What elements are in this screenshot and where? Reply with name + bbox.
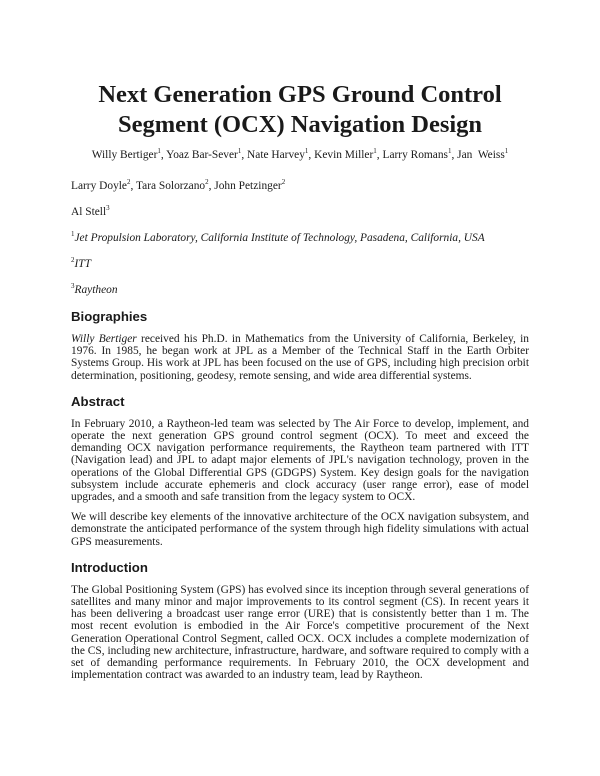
author: John Petzinger$^2$: [214, 178, 286, 192]
authors-line-2: [71, 179, 529, 193]
title-line-1: Next Generation GPS Ground Control: [98, 81, 502, 108]
biography-paragraph: Willy Bertiger received his Ph.D. in Mathematics from the University of California, Berkeley, in 1976. In 1985, he began work at JPL as a Member of the Technical Staff in the Earth Orbiter Systems Group. His work at JPL has been focused on the use of GPS, including high precision orbit determination, positioning, geodesy, remote sensing, and wide area differential systems.: [71, 333, 529, 382]
section-heading-biographies: Biographies: [71, 309, 148, 324]
title-line-2: Segment (OCX) Navigation Design: [117, 111, 483, 138]
introduction-paragraph-1: The Global Positioning System (GPS) has evolved since its inception through several generations of satellites and many minor and major improvements to its control segment (CS). In recent years it has been delivering a broadcast user range error (URE) that is consistently better than 1 m. The most recent evolution is embodied in the Air Force's competitive procurement of the Next Generation Operational Control Segment, called OCX. OCX includes a complete modernization of the CS, including new architecture, infrastructure, hardware, and software required to comply with a set of demanding performance requirements. In February 2010, the OCX development and implementation contract was awarded to an industry team, lead by Raytheon.: [71, 583, 529, 682]
author: Tara Solorzano$^2$,: [135, 178, 215, 192]
affiliation: $^3$Raytheon: [71, 282, 118, 296]
author: Kevin Miller$^1$,: [314, 147, 383, 161]
section-heading-introduction: Introduction: [71, 559, 148, 575]
bio-author-name: Willy Bertiger: [71, 333, 137, 345]
author: Yoaz Bar-Sever$^1$,: [166, 147, 248, 161]
affiliation: $^1$Jet Propulsion Laboratory, California Institute of Technology, Pasadena, California, USA: [71, 230, 485, 244]
author: Willy Bertiger$^1$,: [91, 147, 167, 161]
authors-line-3: [71, 205, 529, 219]
abstract-paragraph-1: In February 2010, a Raytheon-led team was selected by The Air Force to develop, implement, and operate the next generation GPS ground control segment (OCX). To meet and exceed the demanding OCX navigation performance requirements, the Raytheon team partnered with ITT (Navigation lead) and JPL to adapt major elements of JPL's navigation technology, proven in the operations of the Global Differential GPS (GDGPS) System. Key design goals for the navigation subsystem include accurate ephemeris and clock accuracy (user range error), ease of model upgrades, and a smooth and safe transition from the legacy system to OCX.: [71, 417, 529, 504]
affiliation: $^2$ITT: [71, 256, 91, 270]
author: Jan Weiss$^1$: [457, 147, 509, 161]
author: Al Stell$^3$: [71, 204, 110, 218]
paper-title: [71, 0, 529, 140]
authors-line-1: [71, 148, 529, 162]
abstract-paragraph-2: We will describe key elements of the innovative architecture of the OCX navigation subsystem, and demonstrate the anticipated performance of the system through high fidelity simulations with actual GPS measurements.: [71, 511, 529, 548]
section-heading-abstract: Abstract: [71, 393, 125, 409]
author: Larry Romans$^1$,: [382, 147, 458, 161]
author: Larry Doyle$^2$,: [71, 178, 136, 192]
author: Nate Harvey$^1$,: [247, 147, 315, 161]
